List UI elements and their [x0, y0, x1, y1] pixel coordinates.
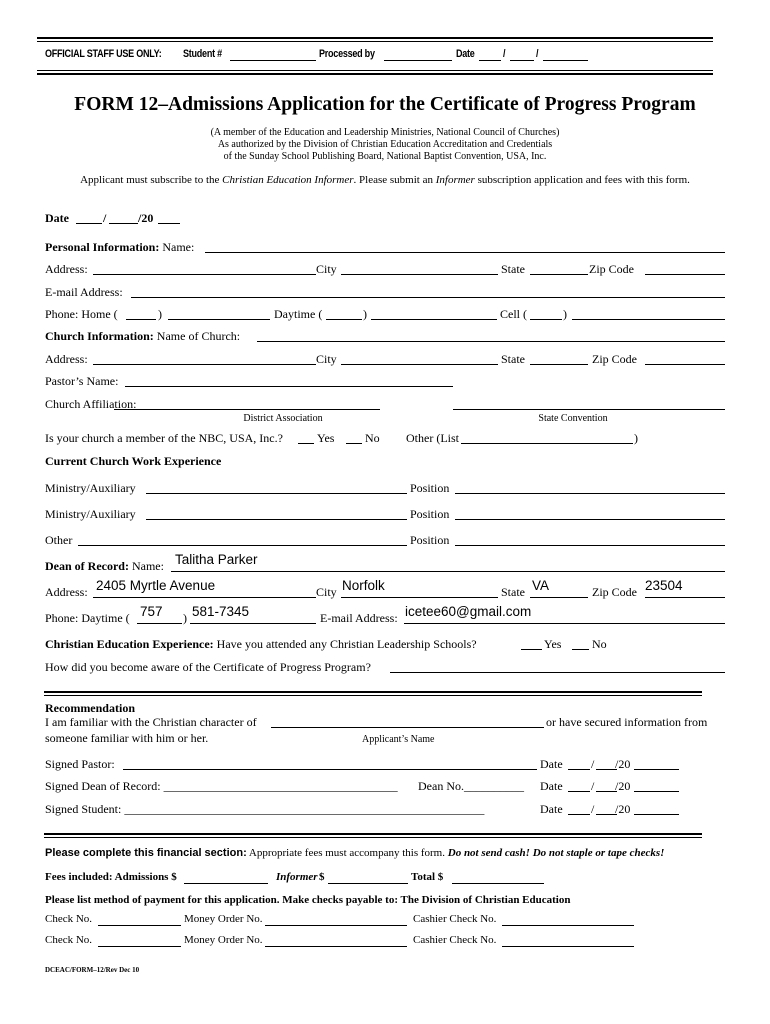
dean-phone-number-value: 581-7345	[192, 604, 250, 619]
dean-email-value: icetee60@gmail.com	[405, 604, 532, 619]
church-address-label: Address:	[45, 352, 88, 366]
financial-warning: Do not send cash! Do not staple or tape checks!	[447, 847, 665, 859]
ce-no-checkbox[interactable]	[572, 637, 589, 650]
dean-date-label: Date	[540, 779, 563, 793]
financial-heading-row	[45, 847, 664, 859]
nbc-no-label: No	[365, 431, 380, 445]
personal-city-field[interactable]	[341, 262, 498, 275]
church-name-label: Name of Church:	[156, 329, 241, 343]
fees-informer-dollar: $	[319, 871, 325, 883]
subtitle-line-2: As authorized by the Division of Christian Education Accreditation and Credentials	[217, 139, 553, 150]
state-convention-caption: State Convention	[538, 413, 608, 424]
money-order-field-2[interactable]	[265, 934, 407, 947]
dean-date-month[interactable]	[568, 779, 590, 792]
staff-date-month[interactable]	[479, 48, 501, 61]
fees-admissions-label: Fees included: Admissions $	[45, 871, 177, 883]
church-city-label: City	[316, 352, 337, 366]
staff-date-day[interactable]	[510, 48, 534, 61]
dean-zip-value: 23504	[645, 578, 683, 593]
staff-use-label: OFFICIAL STAFF USE ONLY:	[45, 48, 162, 60]
signed-student-label[interactable]: Signed Student: ____________________________________________________________	[45, 802, 485, 816]
ce-yes-checkbox[interactable]	[521, 637, 542, 650]
pastor-date-day[interactable]	[596, 757, 617, 770]
dean-state-label: State	[501, 585, 525, 599]
recommendation-line-1-end: or have secured information from	[546, 715, 708, 729]
nbc-other-label: Other (List	[406, 431, 459, 445]
signed-pastor-label: Signed Pastor:	[45, 757, 115, 771]
student-number-field[interactable]	[230, 48, 316, 61]
signed-pastor-field[interactable]	[123, 757, 537, 770]
money-order-label-1: Money Order No.	[184, 913, 263, 925]
personal-name-row	[45, 240, 194, 255]
nbc-yes-label: Yes	[317, 431, 335, 445]
check-number-field-2[interactable]	[98, 934, 181, 947]
fees-total-label: Total $	[411, 871, 444, 883]
check-number-label-2: Check No.	[45, 934, 93, 946]
application-date-sep: /	[103, 211, 107, 225]
staff-date-label: Date	[456, 48, 475, 60]
subtitle-line-1: (A member of the Education and Leadership Ministries, National Council of Churches)	[210, 127, 560, 138]
nbc-other-close: )	[634, 431, 638, 445]
notice-publication: Christian Education Informer	[222, 174, 354, 186]
district-association-caption: District Association	[243, 413, 323, 424]
other-experience-field[interactable]	[78, 533, 407, 546]
form-title: FORM 12–Admissions Application for the Certificate of Progress Program	[74, 94, 696, 115]
processed-by-field[interactable]	[384, 48, 452, 61]
dean-city-label: City	[316, 585, 337, 599]
fees-total-field[interactable]	[452, 871, 544, 884]
other-experience-label: Other	[45, 533, 73, 547]
personal-city-label: City	[316, 262, 337, 276]
ce-no-label: No	[592, 637, 607, 651]
church-city-field[interactable]	[341, 352, 498, 365]
phone-daytime-paren: )	[363, 307, 367, 321]
subscription-notice	[0, 174, 770, 186]
personal-zip-label: Zip Code	[589, 262, 634, 276]
recommendation-heading: Recommendation	[45, 701, 135, 715]
application-date-day[interactable]	[109, 211, 138, 224]
financial-rule-thick	[44, 833, 702, 835]
check-number-field-1[interactable]	[98, 913, 181, 926]
dean-phone-area-value: 757	[140, 604, 163, 619]
church-state-field[interactable]	[530, 352, 588, 365]
dean-date-day[interactable]	[596, 779, 617, 792]
payment-method-instructions: Please list method of payment for this application. Make checks payable to: The Division of Christian Education	[45, 894, 571, 906]
personal-zip-field[interactable]	[645, 262, 725, 275]
nbc-question: Is your church a member of the NBC, USA, Inc.?	[45, 431, 283, 445]
notice-part-3: subscription application and fees with this form.	[474, 174, 690, 186]
position-field-2[interactable]	[455, 507, 725, 520]
ministry-label-1: Ministry/Auxiliary	[45, 481, 136, 495]
experience-heading: Current Church Work Experience	[45, 454, 222, 468]
dean-heading: Dean of Record:	[45, 559, 129, 573]
position-label-1: Position	[410, 481, 450, 495]
cashier-check-label-1: Cashier Check No.	[413, 913, 497, 925]
nbc-no-checkbox[interactable]	[346, 431, 362, 444]
personal-address-label: Address:	[45, 262, 88, 276]
application-date-month[interactable]	[76, 211, 102, 224]
church-name-row	[45, 329, 240, 344]
student-number-label: Student #	[183, 48, 222, 60]
ce-yes-label: Yes	[544, 637, 562, 651]
church-zip-field[interactable]	[645, 352, 725, 365]
student-date-sep: /	[591, 802, 595, 816]
recommendation-line-2: someone familiar with him or her.	[45, 731, 209, 745]
fees-admissions-field[interactable]	[184, 871, 268, 884]
personal-state-field[interactable]	[530, 262, 588, 275]
ce-question: Have you attended any Christian Leadership Schools?	[216, 637, 477, 651]
cashier-check-field-1[interactable]	[502, 913, 634, 926]
phone-daytime-number-field[interactable]	[371, 307, 497, 320]
church-address-field[interactable]	[93, 352, 316, 365]
dean-date-year[interactable]	[634, 779, 679, 792]
ministry-label-2: Ministry/Auxiliary	[45, 507, 136, 521]
church-state-label: State	[501, 352, 525, 366]
money-order-label-2: Money Order No.	[184, 934, 263, 946]
dean-date-year-prefix: /20	[615, 779, 631, 793]
applicant-name-caption: Applicant’s Name	[362, 734, 435, 745]
notice-publication-short: Informer	[435, 174, 475, 186]
church-zip-label: Zip Code	[592, 352, 637, 366]
phone-daytime-label: Daytime (	[274, 307, 323, 321]
personal-email-field[interactable]	[131, 285, 725, 298]
check-number-label-1: Check No.	[45, 913, 93, 925]
personal-state-label: State	[501, 262, 525, 276]
processed-by-label: Processed by	[319, 48, 375, 60]
applicant-name-field[interactable]	[271, 715, 544, 728]
phone-home-label: Phone: Home (	[45, 307, 118, 321]
ce-aware-question: How did you become aware of the Certificate of Progress Program?	[45, 660, 371, 674]
personal-name-label: Name:	[162, 240, 195, 254]
dean-date-sep: /	[591, 779, 595, 793]
personal-email-label: E-mail Address:	[45, 285, 123, 299]
form-footer-code: DCEAC/FORM–12/Rev Dec 10	[45, 966, 140, 974]
cashier-check-field-2[interactable]	[502, 934, 634, 947]
pastor-name-field[interactable]	[125, 374, 453, 387]
pastor-date-month[interactable]	[568, 757, 590, 770]
dean-email-label: E-mail Address:	[320, 611, 398, 625]
notice-part-1: Applicant must subscribe to the	[80, 174, 223, 186]
phone-home-area-field[interactable]	[126, 307, 156, 320]
fees-informer-label: Informer	[276, 871, 318, 883]
dean-address-value: 2405 Myrtle Avenue	[96, 578, 216, 593]
dean-number-label[interactable]: Dean No.__________	[418, 779, 524, 793]
district-association-field[interactable]	[114, 397, 380, 410]
financial-rule-thin	[44, 837, 702, 838]
nbc-other-field[interactable]	[461, 431, 633, 444]
subtitle-line-3: of the Sunday School Publishing Board, National Baptist Convention, USA, Inc.	[223, 151, 547, 162]
header-rule-thin	[37, 70, 713, 71]
phone-cell-paren: )	[563, 307, 567, 321]
fees-informer-field[interactable]	[328, 871, 408, 884]
money-order-field-1[interactable]	[265, 913, 407, 926]
recommendation-rule-thin	[44, 695, 702, 696]
ministry-field-1[interactable]	[146, 481, 407, 494]
student-date-label: Date	[540, 802, 563, 816]
signed-dean-label[interactable]: Signed Dean of Record: _______________________________________	[45, 779, 398, 793]
student-date-day[interactable]	[596, 802, 617, 815]
position-field-3[interactable]	[455, 533, 725, 546]
position-field-1[interactable]	[455, 481, 725, 494]
ce-question-row	[45, 637, 477, 652]
personal-address-field[interactable]	[93, 262, 316, 275]
dean-name-row	[45, 559, 164, 574]
phone-cell-label: Cell (	[500, 307, 527, 321]
position-label-2: Position	[410, 507, 450, 521]
church-affiliation-label: Church Affiliation:	[45, 397, 137, 411]
staff-date-sep-1: /	[503, 48, 506, 60]
dean-address-label: Address:	[45, 585, 88, 599]
pastor-date-year-prefix: /20	[615, 757, 631, 771]
pastor-name-label: Pastor’s Name:	[45, 374, 119, 388]
top-rule-thick	[37, 37, 713, 39]
staff-date-sep-2: /	[536, 48, 539, 60]
dean-zip-label: Zip Code	[592, 585, 637, 599]
staff-date-year[interactable]	[543, 48, 588, 61]
phone-home-paren: )	[158, 307, 162, 321]
personal-name-field[interactable]	[205, 240, 725, 253]
dean-phone-paren: )	[183, 611, 187, 625]
application-date-label: Date	[45, 211, 69, 225]
pastor-date-label: Date	[540, 757, 563, 771]
student-date-year-prefix: /20	[615, 802, 631, 816]
state-convention-field[interactable]	[453, 397, 725, 410]
recommendation-line-1: I am familiar with the Christian character of	[45, 715, 257, 729]
pastor-date-sep: /	[591, 757, 595, 771]
top-rule-thin	[37, 41, 713, 42]
application-date-year[interactable]	[158, 211, 180, 224]
phone-daytime-area-field[interactable]	[326, 307, 362, 320]
header-rule-thick	[37, 73, 713, 75]
phone-home-number-field[interactable]	[168, 307, 270, 320]
ce-heading: Christian Education Experience:	[45, 637, 214, 651]
dean-city-value: Norfolk	[342, 578, 385, 593]
student-date-year[interactable]	[634, 802, 679, 815]
ministry-field-2[interactable]	[146, 507, 407, 520]
cashier-check-label-2: Cashier Check No.	[413, 934, 497, 946]
dean-phone-label: Phone: Daytime (	[45, 611, 130, 625]
application-date-year-prefix: /20	[138, 211, 154, 225]
pastor-date-year[interactable]	[634, 757, 679, 770]
financial-note: Appropriate fees must accompany this form.	[246, 847, 448, 859]
church-info-heading: Church Information:	[45, 329, 154, 343]
dean-name-label: Name:	[131, 559, 164, 573]
phone-cell-number-field[interactable]	[572, 307, 725, 320]
dean-state-value: VA	[532, 578, 550, 593]
church-name-field[interactable]	[257, 329, 725, 342]
personal-info-heading: Personal Information:	[45, 240, 160, 254]
position-label-3: Position	[410, 533, 450, 547]
nbc-yes-checkbox[interactable]	[298, 431, 314, 444]
recommendation-rule-thick	[44, 691, 702, 693]
financial-heading: Please complete this financial section:	[45, 847, 247, 859]
student-date-month[interactable]	[568, 802, 590, 815]
ce-aware-field[interactable]	[390, 660, 725, 673]
notice-part-2: . Please submit an	[353, 174, 436, 186]
phone-cell-area-field[interactable]	[530, 307, 562, 320]
dean-name-value: Talitha Parker	[175, 552, 258, 567]
